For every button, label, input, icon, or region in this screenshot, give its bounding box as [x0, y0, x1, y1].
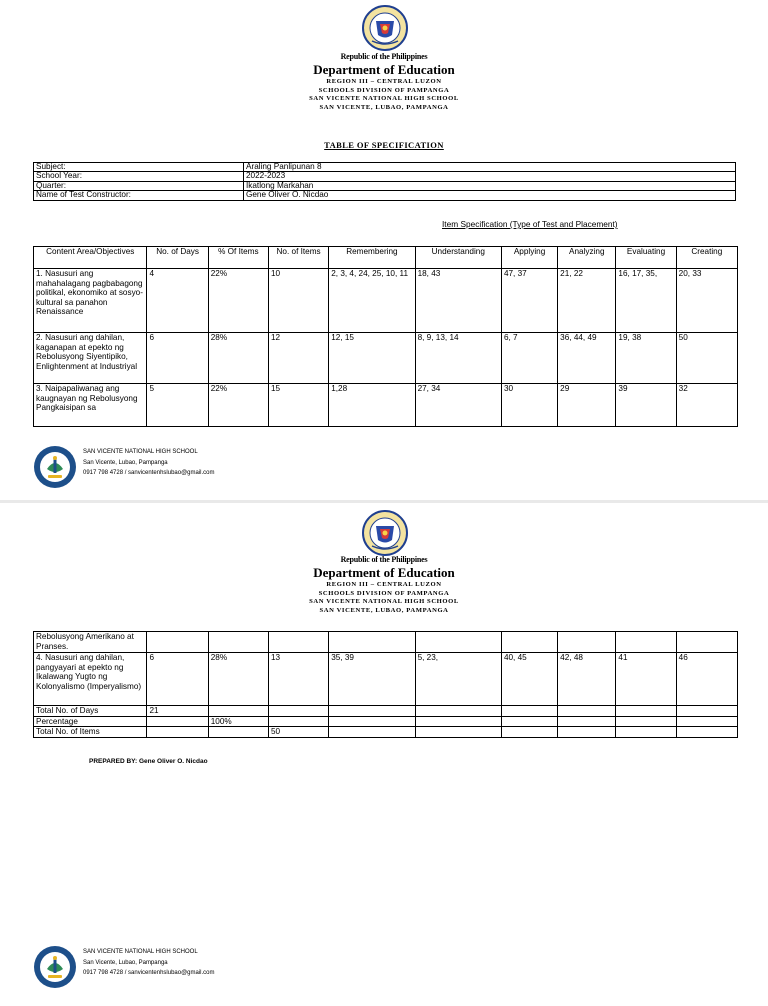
cell-items: 12 [268, 333, 328, 384]
cell-percent: 22% [208, 384, 268, 427]
cell-days [147, 632, 208, 653]
cell-percent: 22% [208, 269, 268, 333]
cell-content: 3. Naipapaliwanag ang kaugnayan ng Rebolusyong Pangkaisipan sa [34, 384, 147, 427]
cell-content: 4. Nasusuri ang dahilan, pangyayari at epekto ng Ikalawang Yugto ng Kolonyalismo (Imperyalismo) [34, 653, 147, 706]
cell-evaluating [616, 727, 676, 738]
cell-analyzing: 36, 44, 49 [558, 333, 616, 384]
specification-table-1 [33, 246, 738, 427]
cell-analyzing: 21, 22 [558, 269, 616, 333]
cell-creating [676, 716, 737, 727]
cell-items: 10 [268, 269, 328, 333]
cell-understanding: 18, 43 [415, 269, 501, 333]
school-logo-icon [33, 945, 77, 989]
column-header: Understanding [415, 247, 501, 269]
letterhead [0, 555, 768, 615]
school-line: SAN VICENTE NATIONAL HIGH SCHOOL [309, 598, 459, 606]
region-line: REGION III – CENTRAL LUZON [326, 78, 442, 85]
info-value: Araling Panlipunan 8 [244, 163, 736, 172]
cell-applying [501, 716, 557, 727]
info-row [34, 181, 736, 190]
page-1 [0, 0, 768, 500]
cell-creating: 46 [676, 653, 737, 706]
column-header: Analyzing [558, 247, 616, 269]
column-header: Applying [501, 247, 557, 269]
info-row [34, 191, 736, 200]
cell-items: 15 [268, 384, 328, 427]
info-value: Gene Oliver O. Nicdao [244, 191, 736, 200]
cell-days [147, 727, 208, 738]
cell-items [268, 632, 328, 653]
cell-remembering [329, 632, 415, 653]
table-row [34, 653, 738, 706]
info-row [34, 163, 736, 172]
cell-percent [208, 632, 268, 653]
cell-remembering: 12, 15 [329, 333, 415, 384]
footer-school: SAN VICENTE NATIONAL HIGH SCHOOL [83, 949, 198, 955]
cell-days: 5 [147, 384, 208, 427]
prepared-by: PREPARED BY: Gene Oliver O. Nicdao [89, 758, 208, 765]
table-row [34, 716, 738, 727]
table-row [34, 727, 738, 738]
column-header: No. of Days [147, 247, 208, 269]
cell-understanding: 8, 9, 13, 14 [415, 333, 501, 384]
address-line: SAN VICENTE, LUBAO, PAMPANGA [319, 103, 449, 111]
cell-creating: 32 [676, 384, 737, 427]
table-row [34, 333, 738, 384]
cell-analyzing [558, 727, 616, 738]
cell-analyzing [558, 716, 616, 727]
cell-percent: 28% [208, 653, 268, 706]
republic-line: Republic of the Philippines [340, 52, 428, 61]
footer-school: SAN VICENTE NATIONAL HIGH SCHOOL [83, 449, 198, 455]
info-label: School Year: [34, 172, 244, 181]
cell-remembering [329, 716, 415, 727]
division-line: SCHOOLS DIVISION OF PAMPANGA [318, 589, 450, 597]
footer-contact: 0917 798 4728 / sanvicentenhslubao@gmail.com [83, 970, 215, 976]
footer-contact: 0917 798 4728 / sanvicentenhslubao@gmail.com [83, 470, 215, 476]
cell-days: 6 [147, 333, 208, 384]
cell-content: 1. Nasusuri ang mahahalagang pagbabagong politikal, ekonomiko at sosyo-kultural sa panahon Renaissance [34, 269, 147, 333]
document-title: TABLE OF SPECIFICATION [324, 140, 444, 150]
table-row [34, 706, 738, 717]
cell-applying: 6, 7 [501, 333, 557, 384]
region-line: REGION III – CENTRAL LUZON [326, 581, 442, 588]
division-line: SCHOOLS DIVISION OF PAMPANGA [318, 86, 450, 94]
info-label: Subject: [34, 163, 244, 172]
cell-evaluating [616, 632, 676, 653]
cell-creating [676, 706, 737, 717]
cell-evaluating [616, 716, 676, 727]
cell-creating [676, 632, 737, 653]
footer-2 [33, 945, 333, 989]
cell-remembering: 2, 3, 4, 24, 25, 10, 11 [329, 269, 415, 333]
school-line: SAN VICENTE NATIONAL HIGH SCHOOL [309, 95, 459, 103]
republic-line: Republic of the Philippines [340, 555, 428, 564]
cell-content: Total No. of Days [34, 706, 147, 717]
department-name: Department of Education [313, 565, 455, 580]
cell-percent: 28% [208, 333, 268, 384]
cell-applying [501, 632, 557, 653]
cell-remembering [329, 727, 415, 738]
info-label: Quarter: [34, 181, 244, 190]
cell-items [268, 706, 328, 717]
school-logo-icon [33, 445, 77, 489]
cell-days: 4 [147, 269, 208, 333]
column-header: Remembering [329, 247, 415, 269]
letterhead [0, 52, 768, 112]
cell-days: 21 [147, 706, 208, 717]
cell-analyzing: 29 [558, 384, 616, 427]
cell-content: Rebolusyong Amerikano at Pranses. [34, 632, 147, 653]
cell-analyzing [558, 706, 616, 717]
deped-seal-icon [362, 510, 408, 556]
cell-percent [208, 706, 268, 717]
footer-address: San Vicente, Lubao, Pampanga [83, 459, 168, 466]
column-header: Content Area/Objectives [34, 247, 147, 269]
address-line: SAN VICENTE, LUBAO, PAMPANGA [319, 606, 449, 614]
footer-1 [33, 445, 333, 489]
cell-applying: 47, 37 [501, 269, 557, 333]
footer-address: San Vicente, Lubao, Pampanga [83, 959, 168, 966]
cell-understanding [415, 727, 501, 738]
page-2 [0, 503, 768, 1006]
table-row [34, 269, 738, 333]
cell-days: 6 [147, 653, 208, 706]
cell-remembering: 1,28 [329, 384, 415, 427]
cell-creating: 20, 33 [676, 269, 737, 333]
cell-understanding: 27, 34 [415, 384, 501, 427]
cell-items: 13 [268, 653, 328, 706]
cell-percent [208, 727, 268, 738]
cell-applying: 40, 45 [501, 653, 557, 706]
cell-content: Percentage [34, 716, 147, 727]
column-header: Creating [676, 247, 737, 269]
cell-evaluating: 16, 17, 35, [616, 269, 676, 333]
cell-understanding [415, 716, 501, 727]
deped-seal-icon [362, 5, 408, 51]
cell-content: Total No. of Items [34, 727, 147, 738]
cell-creating: 50 [676, 333, 737, 384]
table-row [34, 632, 738, 653]
department-name: Department of Education [313, 62, 455, 77]
cell-content: 2. Nasusuri ang dahilan, kaganapan at epekto ng Rebolusyong Siyentipiko, Enlightenment at Industriyal [34, 333, 147, 384]
cell-applying: 30 [501, 384, 557, 427]
cell-evaluating: 19, 38 [616, 333, 676, 384]
cell-remembering: 35, 39 [329, 653, 415, 706]
cell-remembering [329, 706, 415, 717]
cell-evaluating: 41 [616, 653, 676, 706]
info-value: Ikatlong Markahan [244, 181, 736, 190]
cell-understanding [415, 632, 501, 653]
info-table [33, 162, 736, 201]
cell-evaluating: 39 [616, 384, 676, 427]
column-header: Evaluating [616, 247, 676, 269]
cell-analyzing [558, 632, 616, 653]
cell-percent: 100% [208, 716, 268, 727]
column-header: % Of Items [208, 247, 268, 269]
cell-applying [501, 727, 557, 738]
cell-evaluating [616, 706, 676, 717]
table-row [34, 384, 738, 427]
info-row [34, 172, 736, 181]
cell-items [268, 716, 328, 727]
cell-understanding: 5, 23, [415, 653, 501, 706]
cell-applying [501, 706, 557, 717]
info-label: Name of Test Constructor: [34, 191, 244, 200]
cell-items: 50 [268, 727, 328, 738]
info-value: 2022-2023 [244, 172, 736, 181]
item-specification-label: Item Specification (Type of Test and Placement) [442, 219, 618, 229]
cell-days [147, 716, 208, 727]
cell-analyzing: 42, 48 [558, 653, 616, 706]
cell-understanding [415, 706, 501, 717]
specification-table-2 [33, 631, 738, 738]
cell-creating [676, 727, 737, 738]
column-header: No. of Items [268, 247, 328, 269]
